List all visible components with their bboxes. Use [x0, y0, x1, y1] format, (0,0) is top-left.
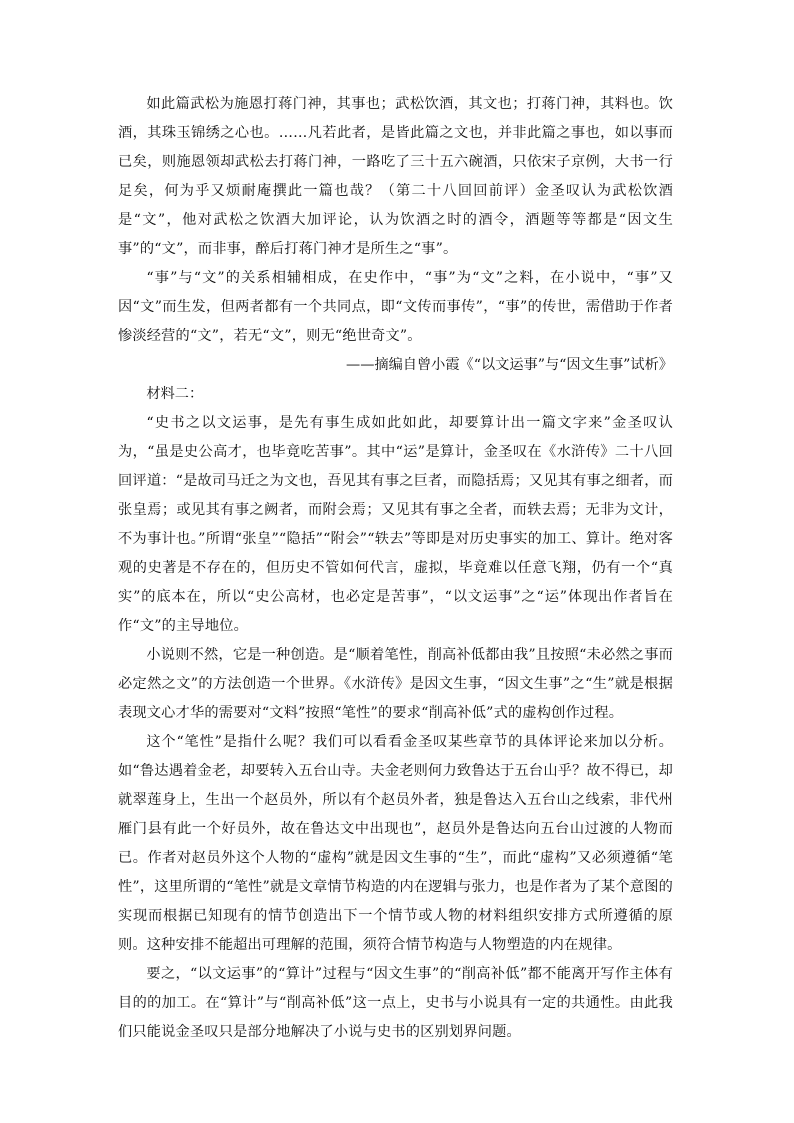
material-two-heading: 材料二： — [146, 386, 204, 402]
document-page — [118, 90, 673, 1047]
paragraph-3: “史书之以文运事，是先有事生成如此如此，却要算计出一篇文字来”金圣叹认为，“虽是史公高才，也毕竟吃苦事”。其中“运”是算计，金圣叹在《水浒传》二十八回回评道：“是故司马迁之为文也，吾见其有事之巨者，而隐括焉；又见其有事之细者，而张皇焉；或见其有事之阙者，而附会焉；又见其有事之全者，而轶去焉；无非为文计，不为事计也。”所谓“张皇”“隐括”“附会”“轶去”等即是对历史事实的加工、算计。绝对客观的史著是不存在的，但历史不管如何代言，虚拟，毕竟难以任意飞翔，仍有一个“真实”的底本在，所以“史公高材，也必定是苦事”，“以文运事”之“运”体现出作者旨在作“文”的主导地位。 — [118, 415, 673, 634]
paragraph-2: “事”与“文”的关系相辅相成，在史作中，“事”为“文”之料，在小说中，“事”又因“文”而生发，但两者都有一个共同点，即“文传而事传”，“事”的传世，需借助于作者惨淡经营的“文”，若无“文”，则无“绝世奇文”。 — [118, 270, 673, 344]
paragraph-6: 要之，“以文运事”的“算计”过程与“因文生事”的“削高补低”都不能离开写作主体有目的的加工。在“算计”与“削高补低”这一点上，史书与小说具有一定的共通性。由此我们只能说金圣叹只是部分地解决了小说与史书的区别划界问题。 — [118, 966, 673, 1040]
source-citation: ——摘编自曾小霞《“以文运事”与“因文生事”试析》 — [346, 357, 673, 373]
paragraph-5: 这个“笔性”是指什么呢？我们可以看看金圣叹某些章节的具体评论来加以分析。如“鲁达遇着金老，却要转入五台山寺。夫金老则何力致鲁达于五台山乎？故不得已，却就翠莲身上，生出一个赵员外，所以有个赵员外者，独是鲁达入五台山之线索，非代州雁门县有此一个好员外，故在鲁达文中出现也”，赵员外是鲁达向五台山过渡的人物而已。作者对赵员外这个人物的“虚构”就是因文生事的“生”，而此“虚构”又必须遵循“笔性”，这里所谓的“笔性”就是文章情节构造的内在逻辑与张力，也是作者为了某个意图的实现而根据已知现有的情节创造出下一个情节或人物的材料组织安排方式所遵循的原则。这种安排不能超出可理解的范围，须符合情节构造与人物塑造的内在规律。 — [118, 734, 673, 953]
paragraph-4: 小说则不然，它是一种创造。是“顺着笔性，削高补低都由我”且按照“未必然之事而必定然之文”的方法创造一个世界。《水浒传》是因文生事，“因文生事”之“生”就是根据表现文心才华的需要对“文料”按照“笔性”的要求“削高补低”式的虚构创作过程。 — [118, 647, 673, 721]
paragraph-1: 如此篇武松为施恩打蒋门神，其事也；武松饮酒，其文也；打蒋门神，其料也。饮酒，其珠玉锦绣之心也。……凡若此者，是皆此篇之文也，并非此篇之事也，如以事而已矣，则施恩领却武松去打蒋门神，一路吃了三十五六碗酒，只依宋子京例，大书一行足矣，何为乎又烦耐庵撰此一篇也哉？（第二十八回回前评）金圣叹认为武松饮酒是“文”，他对武松之饮酒大加评论，认为饮酒之时的酒令，酒题等等都是“因文生事”的“文”，而非事，醉后打蒋门神才是所生之“事”。 — [118, 96, 673, 257]
